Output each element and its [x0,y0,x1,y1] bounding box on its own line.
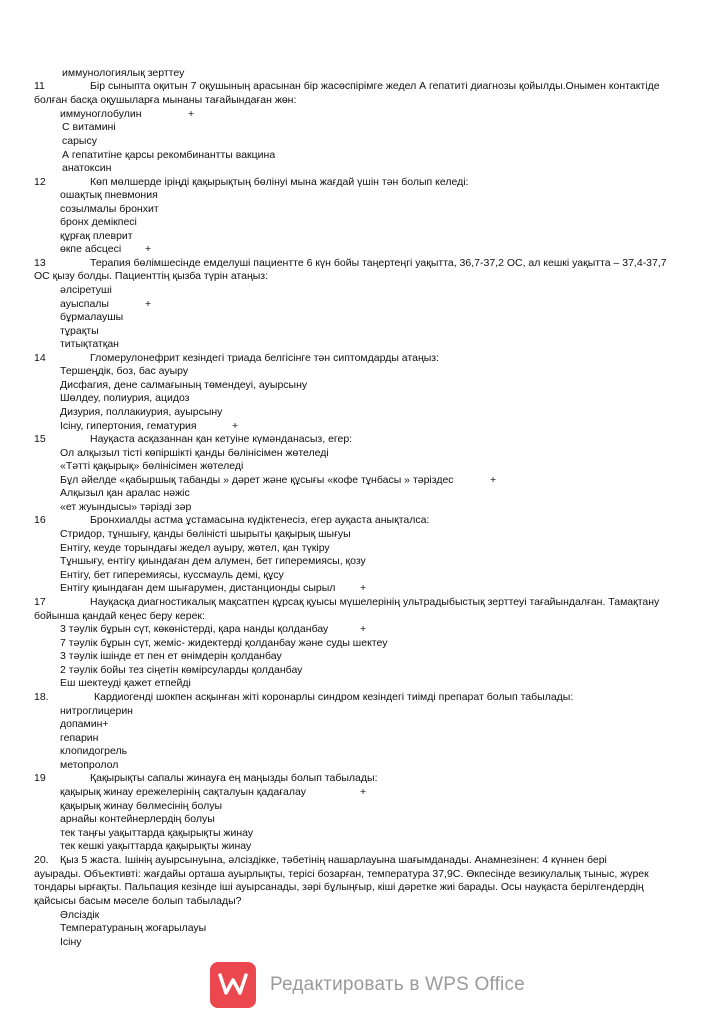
question-17 [34,596,660,609]
option: Дисфагия, дене салмағының төмендеуі, ауырсыну [60,379,308,391]
header-line: иммунологиялық зерттеу [62,67,185,79]
question-18 [34,691,574,704]
question-text-cont: бойынша қандай кеңес беру керек: [34,610,205,622]
question-text: Кардиогенді шокпен асқынған жіті коронарлы синдром кезіндегі тиімді препарат болып табылады: [94,691,574,703]
option: Ісіну [60,936,82,948]
question-text: Қыз 5 жаста. Ішінің ауырсынуына, әлсіздікке, тәбетінің нашарлауына шағымданады. Анамнезінен: 4 күннен бері [60,854,607,866]
question-number: 19 [34,772,46,784]
option: Әлсіздік [60,909,100,921]
question-text: Гломерулонефрит кезіндегі триада белгісінге тән сиптомдарды атаңыз: [90,352,440,364]
option: Ол алқызыл тісті көпіршікті қанды бөлінісімен жөтеледі [60,447,329,459]
option: өкпе абсцесі [60,243,122,255]
question-20 [34,854,607,867]
option: Шөлдеу, полиурия, ацидоз [60,392,190,404]
option: әлсіретуші [60,284,112,296]
option: Ентігу қиындаған дем шығарумен, дистанционды сырыл [60,582,336,594]
question-13 [34,257,667,270]
question-14 [34,352,440,365]
question-text: Бір сыныпта оқитын 7 оқушының арасынан бір жасөспірімге жедел А гепатиті диагнозы қойылды.Онымен контактіде [90,80,660,92]
question-number: 12 [34,176,46,188]
option: Бұл әйелде «қабыршық табанды » дәрет және құсығы «кофе тұнбасы » тәріздес [60,474,454,486]
option: Еш шектеуді қажет етпейді [60,677,191,689]
option: арнайы контейнерлердің болуы [60,813,215,825]
option: 3 тәулік бұрын сүт, көкөністерді, қара нанды қолданбау [60,623,329,635]
option: Ісіну, гипертония, гематурия [60,420,197,432]
question-text: Науқаста асқазаннан қан кетуіне күмәнданасыз, егер: [90,433,353,445]
option: 7 тәулік бұрын сүт, жеміс- жидектерді қолданбау және суды шектеу [60,637,388,649]
option: клопидогрель [60,745,128,757]
answer-mark: + [360,786,367,798]
wps-logo-icon [210,962,256,1008]
wps-banner-label: Редактировать в WPS Office [270,974,525,995]
answer-mark: + [145,243,152,255]
question-12 [34,176,469,189]
option: сарысу [62,135,97,147]
option: созылмалы бронхит [60,203,159,215]
option: тек таңғы уақыттарда қақырықты жинау [60,827,254,839]
question-15 [34,433,353,446]
question-text-cont: тондары ырғақты. Пальпация кезінде іші ауырсанады, зәрі бұлыңғыр, кіші дәретке жиі барады. Осы науқаста берілгендердің [34,881,644,893]
option: тұрақты [60,325,99,337]
option: тек кешкі уақыттарда қақырықты жинау [60,840,252,852]
question-number: 18. [34,691,49,703]
option: Температураның жоғарылауы [60,922,207,934]
option: бұрмалаушы [60,311,124,323]
option: Стридор, тұншығу, қанды бөліністі шырыты қақырық шығуы [60,528,351,540]
answer-mark: + [360,582,367,594]
option: ошақтық пневмония [60,189,158,201]
question-number: 20. [34,854,49,866]
question-text: Көп мөлшерде іріңді қақырықтың бөлінуі мына жағдай үшін тән болып келеді: [90,176,469,188]
question-number: 11 [34,80,45,92]
option: Тершеңдік, боз, бас ауыру [60,365,189,377]
question-text: Қақырықты сапалы жинауға ең маңызды болып табылады: [90,772,378,784]
question-11 [34,80,660,93]
option: қақырық жинау бөлмесінің болуы [60,800,223,812]
option: А гепатитіне қарсы рекомбинантты вакцина [62,149,276,161]
option: бронх демікпесі [60,216,137,228]
question-number: 13 [34,257,46,269]
question-19 [34,772,378,785]
option: Ентігу, кеуде торындағы жедел ауыру, жөтел, қан түкіру [60,542,330,554]
question-text: Бронхиалды астма ұстамасына күдіктенесіз, егер ауқаста анықталса: [90,514,430,526]
question-number: 15 [34,433,46,445]
question-text: Науқасқа диагностикалық мақсатпен құрсақ қуысы мүшелерінің ультрадыбыстық зерттеуі тағайындалған. Тамақтану [90,596,660,608]
option: қақырық жинау ережелерінің сақталуын қадағалау [60,786,306,798]
option: С витамині [62,121,116,133]
option: иммуноглобулин [60,108,142,120]
option: нитроглицерин [60,705,133,717]
question-number: 14 [34,352,46,364]
option: анатоксин [62,162,112,174]
option: Алқызыл қан аралас нәжіс [60,487,190,499]
option: допамин+ [60,718,109,730]
option: титықтатқан [60,338,119,350]
question-text-cont: болған басқа оқушыларға мынаны тағайындаған жөн: [34,94,297,106]
answer-mark: + [490,474,497,486]
option: Тұншығу, ентігу қиындаған дем алумен, бет гиперемиясы, қозу [60,555,366,567]
option: Ентігу, бет гиперемиясы, куссмауль демі, құсу [60,569,284,581]
question-text-cont: ОС қызу болды. Пациенттің қызба түрін атаңыз: [34,270,269,282]
option: «Тәтті қақырық» бөлінісімен жөтеледі [60,460,244,472]
question-number: 17 [34,596,46,608]
question-text-cont: қайсысы басым мәселе болып табылады? [34,895,242,907]
option: 2 тәулік бойы тез сіңетін көмірсуларды қолданбау [60,664,303,676]
edit-in-wps-banner[interactable] [210,961,540,1009]
option: гепарин [60,732,99,744]
question-number: 16 [34,514,46,526]
answer-mark: + [188,108,195,120]
question-16 [34,514,430,527]
option: метопролол [60,759,119,771]
option: Дизурия, поллакиурия, ауырсыну [60,406,223,418]
option: құрғақ плеврит [60,230,133,242]
answer-mark: + [145,298,152,310]
question-text: Терапия бөлімшесінде емделуші пациентте 6 күн бойы таңертеңгі уақытта, 36,7-37,2 ОС, ал кешкі уақытта – 37,4-37,7 [90,257,667,269]
answer-mark: + [232,420,239,432]
option: ауыспалы [60,298,109,310]
question-text-cont: ауырады. Объективті: жағдайы орташа ауырлықты, терісі бозарған, температура 37,9С. Өкпесінде везикулалық тыныс, жүрек [34,868,649,880]
option: 3 тәулік ішінде ет пен ет өнімдерін қолданбау [60,650,282,662]
answer-mark: + [360,623,367,635]
option: «ет жуындысы» тәрізді зәр [60,501,192,513]
